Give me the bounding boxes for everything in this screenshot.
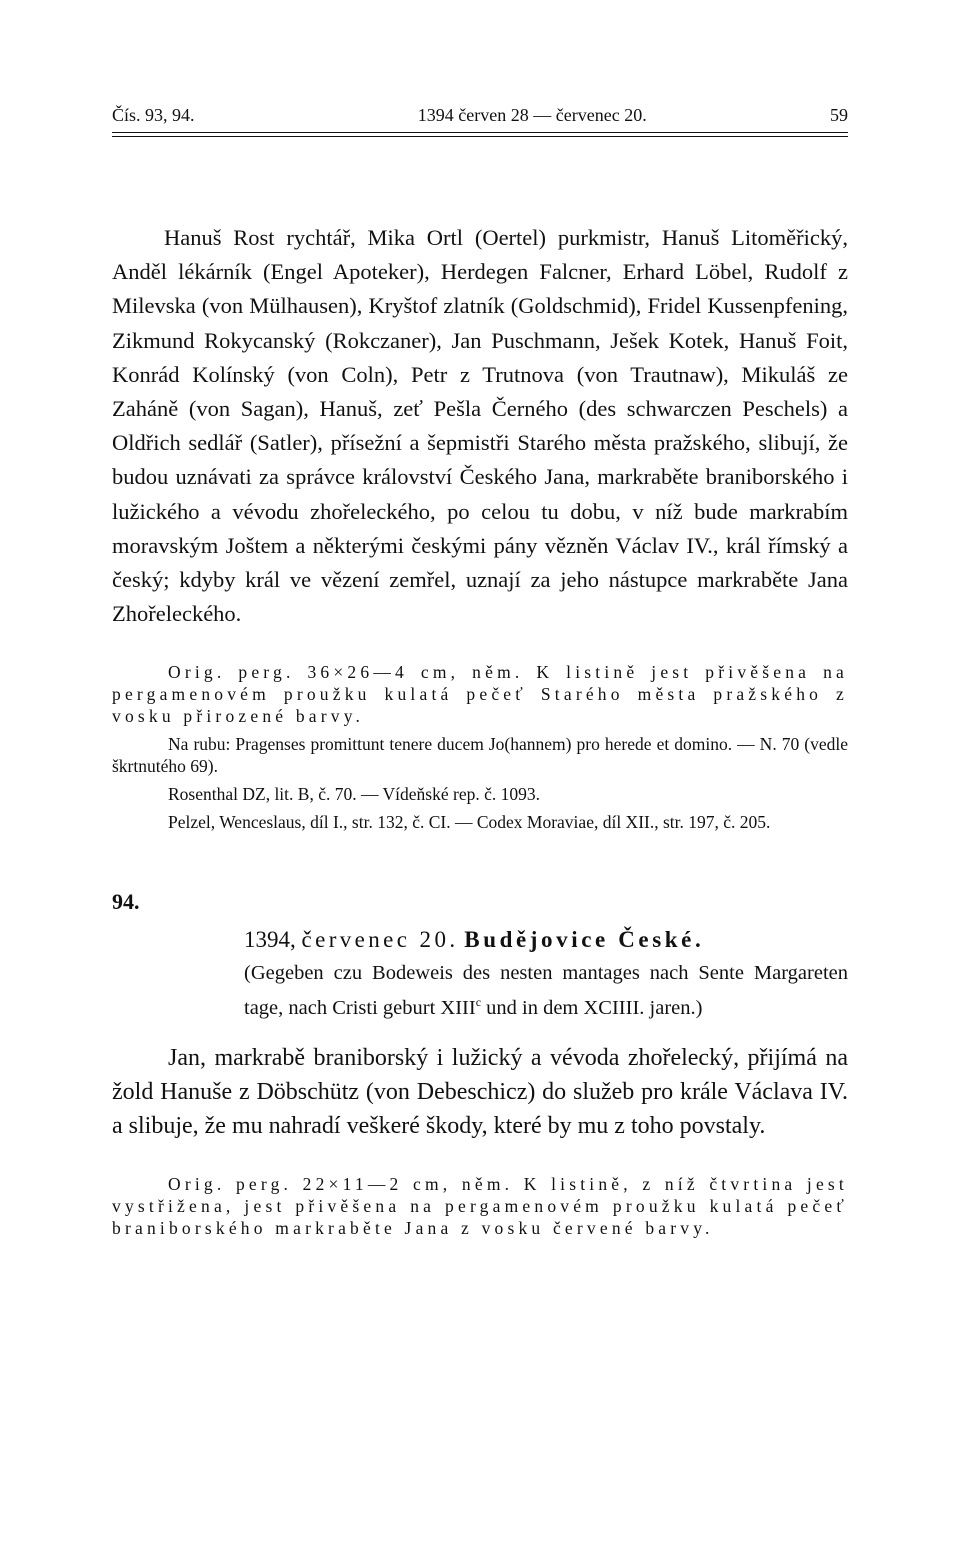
- page-number: 59: [830, 105, 848, 125]
- doc94-month: červenec 20.: [301, 927, 459, 953]
- doc94-number: 94.: [112, 889, 140, 915]
- doc94-place: Budějovice České.: [464, 927, 705, 953]
- doc94-german-text-a: (Gegeben czu Bodeweis des nesten mantages nach Sente Margareten tage, nach Cristi geburt XIII: [244, 962, 848, 1020]
- doc93-body-text: Hanuš Rost rychtář, Mika Ortl (Oertel) purkmistr, Hanuš Litoměřický, Anděl lékárník (Engel Apoteker), Herdegen Falcner, Erhard Löbel, Rudolf z Milevska (von Mülhausen), Kryštof zlatník (Goldschmid), Fridel Kussenpfening, Zikmund Rokycanský (Rokczaner), Jan Puschmann, Ješek Kotek, Hanuš Foit, Konrád Kolínský (von Coln), Petr z Trutnova (von Trautnaw), Mikuláš ze Zaháně (von Sagan), Hanuš, zeť Pešla Černého (des schwarczen Peschels) a Oldřich sedlář (Satler), přísežní a šepmistři Starého města pražského, slibují, že budou uznávati za správce království Českého Jana, markraběte braniborského i lužického a vévodu zhořeleckého, po celou tu dobu, v níž bude markrabím moravským Joštem a některými českými pány vězněn Václav IV., král římský a český; kdyby král ve vězení zemřel, uznají za jeho nástupce markraběte Jana Zhořeleckého.: [112, 225, 848, 627]
- doc94-german-dating: [244, 959, 848, 1023]
- header-date-range: 1394 červen 28 — červenec 20.: [417, 105, 647, 125]
- doc94-note-original: Orig. perg. 22×11—2 cm, něm. K listině, z níž čtvrtina jest vystřižena, jest přivěšena na pergamenovém proužku kulatá pečeť braniborského markraběte Jana z vosku červené barvy.: [112, 1174, 848, 1239]
- header-rule: [112, 136, 848, 137]
- doc94-year: 1394,: [244, 927, 296, 953]
- doc94-german-text-b: und in dem XCIIII. jaren.): [481, 997, 703, 1020]
- doc94-summary: Jan, markrabě braniborský i lužický a vévoda zhořelecký, přijímá na žold Hanuše z Döbschütz (von Debeschicz) do služeb pro krále Václava IV. a slibuje, že mu nahradí veškeré škody, které by mu z toho povstaly.: [112, 1045, 848, 1140]
- doc94-heading: [244, 925, 848, 955]
- doc93-note-rosenthal: Rosenthal DZ, lit. B, č. 70. — Vídeňské rep. č. 1093.: [168, 784, 540, 805]
- doc93-note-original: Orig. perg. 36×26—4 cm, něm. K listině jest přivěšena na pergamenovém proužku kulatá pečeť Starého města pražského z vosku přirozené barvy.: [112, 662, 848, 727]
- header-document-numbers: Čís. 93, 94.: [112, 105, 195, 125]
- doc94-german-superscript: c: [475, 995, 482, 1010]
- doc93-note-pelzel: Pelzel, Wenceslaus, díl I., str. 132, č. CI. — Codex Moraviae, díl XII., str. 197, č. 205.: [168, 812, 771, 833]
- document-page: [112, 104, 848, 1257]
- running-header: [112, 104, 848, 133]
- doc93-note-reverse: Na rubu: Pragenses promittunt tenere ducem Jo(hannem) pro herede et domino. — N. 70 (vedle škrtnutého 69).: [112, 734, 848, 777]
